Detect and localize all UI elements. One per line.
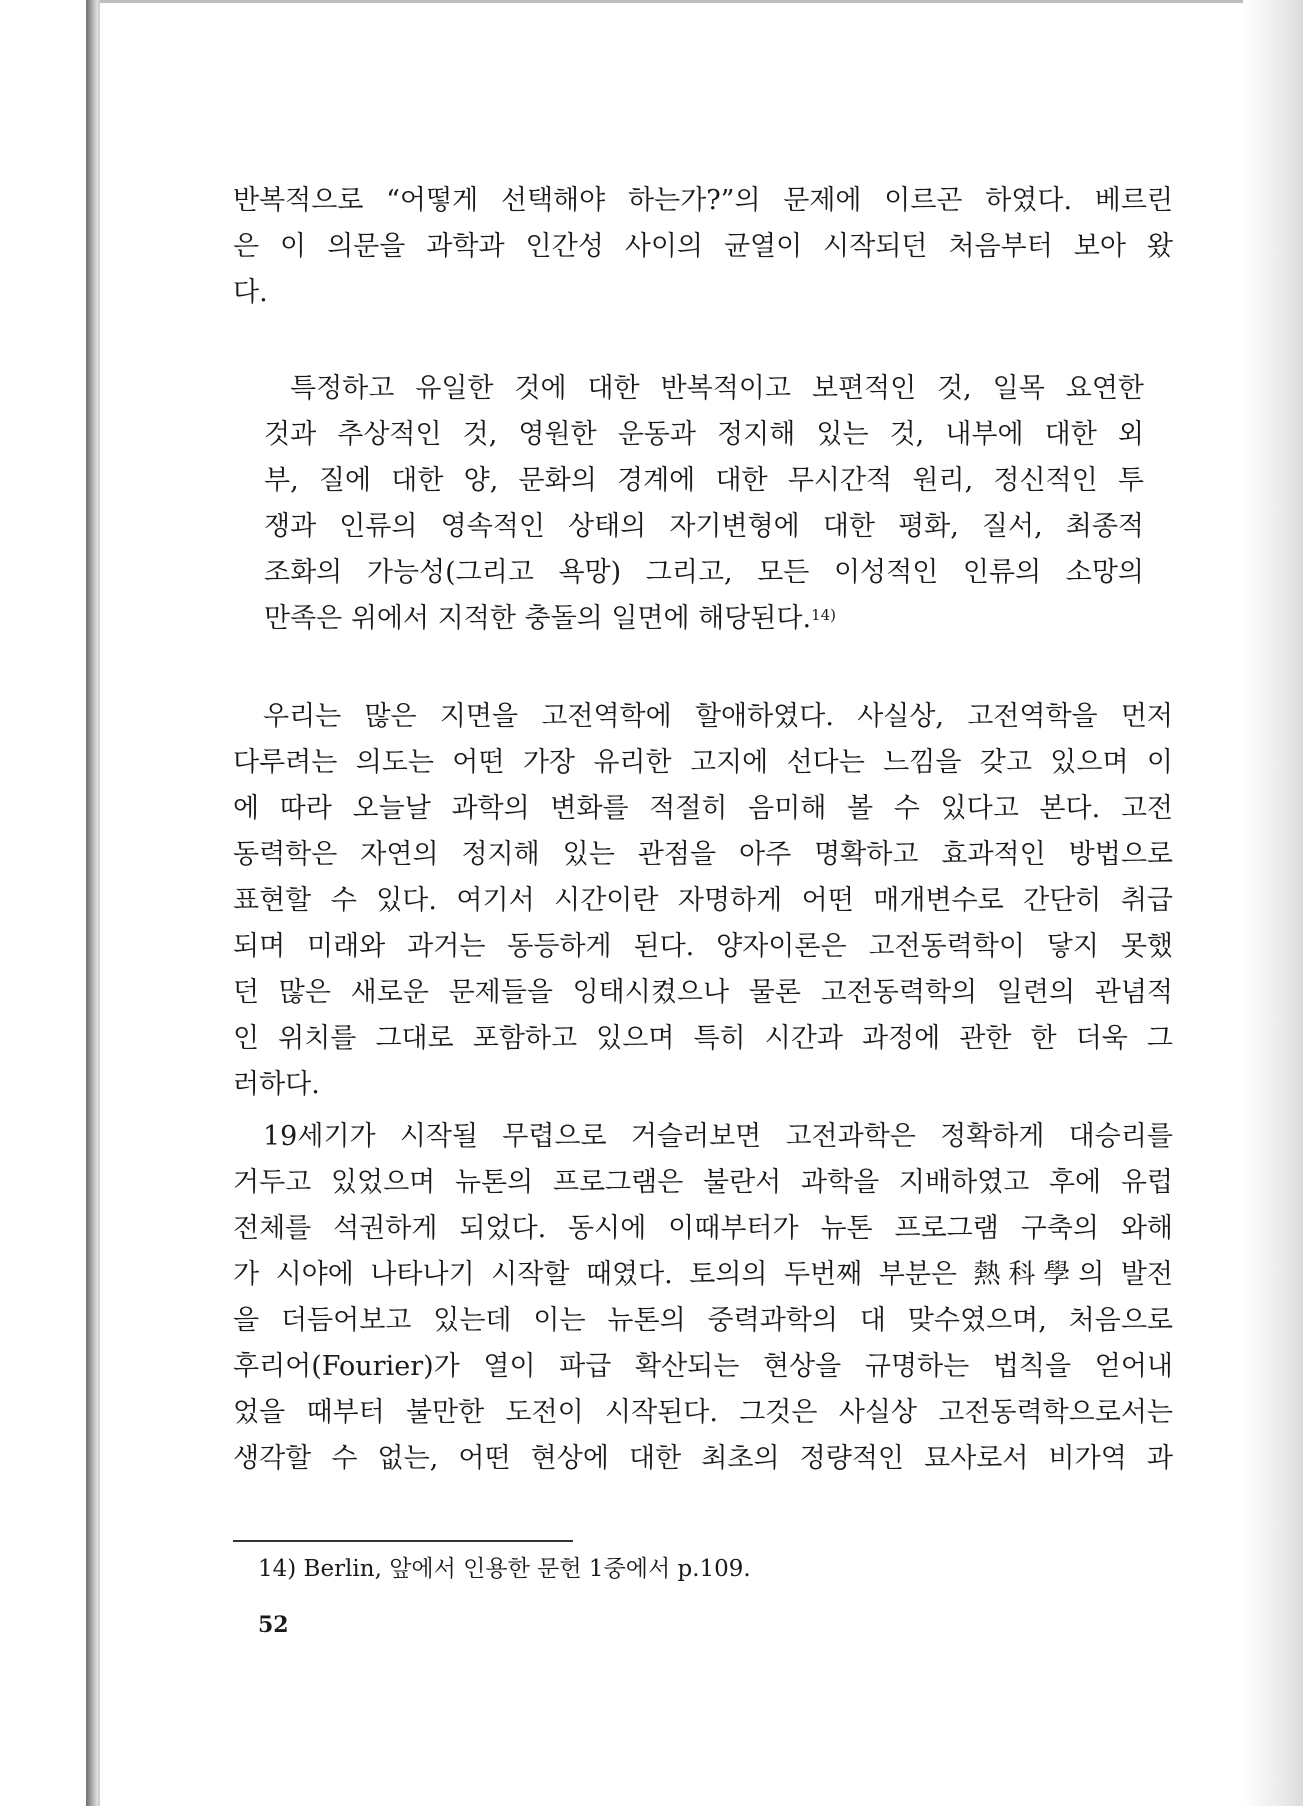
text-line: 에 따라 오늘날 과학의 변화를 적절히 음미해 볼 수 있다고 본다. 고전 bbox=[233, 793, 1173, 824]
text-line: 던 많은 새로운 문제들을 잉태시켰으나 물론 고전동력학의 일련의 관념적 bbox=[233, 977, 1173, 1008]
footnote-reference: 14) bbox=[811, 606, 837, 624]
paragraph-3 bbox=[233, 1114, 1173, 1482]
footnote-divider bbox=[233, 1540, 573, 1542]
page-top-edge bbox=[86, 0, 1256, 3]
quote-line-last bbox=[264, 596, 1144, 642]
paragraph-1 bbox=[233, 178, 1173, 316]
quote-text: 만족은 위에서 지적한 충돌의 일면에 해당된다. bbox=[264, 603, 812, 634]
text-line: 반복적으로 “어떻게 선택해야 하는가?”의 문제에 이르곤 하였다. 베르린 bbox=[233, 185, 1173, 216]
text-line: 19세기가 시작될 무렵으로 거슬러보면 고전과학은 정확하게 대승리를 bbox=[263, 1121, 1173, 1152]
text-line: 다. bbox=[233, 277, 268, 308]
text-line: 되며 미래와 과거는 동등하게 된다. 양자이론은 고전동력학이 닿지 못했 bbox=[233, 931, 1173, 962]
page-binding-shadow bbox=[86, 0, 98, 1806]
text-line: 러하다. bbox=[233, 1069, 320, 1100]
text-line: 가 시야에 나타나기 시작할 때였다. 토의의 두번째 부분은 熱科學의 발전 bbox=[233, 1259, 1173, 1290]
text-line: 은 이 의문을 과학과 인간성 사이의 균열이 시작되던 처음부터 보아 왔 bbox=[233, 231, 1173, 262]
text-line: 후리어(Fourier)가 열이 파급 확산되는 현상을 규명하는 법칙을 얻어내 bbox=[233, 1351, 1173, 1382]
paragraph-2 bbox=[233, 694, 1173, 1108]
text-line: 표현할 수 있다. 여기서 시간이란 자명하게 어떤 매개변수로 간단히 취급 bbox=[233, 885, 1173, 916]
text-line: 을 더듬어보고 있는데 이는 뉴톤의 중력과학의 대 맞수였으며, 처음으로 bbox=[233, 1305, 1173, 1336]
quote-line: 것과 추상적인 것, 영원한 운동과 정지해 있는 것, 내부에 대한 외 bbox=[264, 419, 1144, 450]
footnote: 14) Berlin, 앞에서 인용한 문헌 1중에서 p.109. bbox=[258, 1556, 751, 1582]
block-quote bbox=[264, 366, 1144, 642]
text-line: 다루려는 의도는 어떤 가장 유리한 고지에 선다는 느낌을 갖고 있으며 이 bbox=[233, 747, 1173, 778]
page-left-edge bbox=[98, 0, 100, 1806]
text-line: 거두고 있었으며 뉴톤의 프로그램은 불란서 과학을 지배하였고 후에 유럽 bbox=[233, 1167, 1173, 1198]
quote-line: 쟁과 인류의 영속적인 상태의 자기변형에 대한 평화, 질서, 최종적 bbox=[264, 511, 1144, 542]
quote-line: 부, 질에 대한 양, 문화의 경계에 대한 무시간적 원리, 정신적인 투 bbox=[264, 465, 1144, 496]
quote-line: 조화의 가능성(그리고 욕망) 그리고, 모든 이성적인 인류의 소망의 bbox=[264, 557, 1144, 588]
page-number: 52 bbox=[258, 1612, 289, 1638]
quote-line: 특정하고 유일한 것에 대한 반복적이고 보편적인 것, 일목 요연한 bbox=[290, 373, 1144, 404]
page-right-shadow bbox=[1243, 0, 1303, 1806]
text-line: 우리는 많은 지면을 고전역학에 할애하였다. 사실상, 고전역학을 먼저 bbox=[263, 701, 1173, 732]
text-line: 생각할 수 없는, 어떤 현상에 대한 최초의 정량적인 묘사로서 비가역 과 bbox=[233, 1443, 1173, 1474]
text-line: 동력학은 자연의 정지해 있는 관점을 아주 명확하고 효과적인 방법으로 bbox=[233, 839, 1173, 870]
text-line: 었을 때부터 불만한 도전이 시작된다. 그것은 사실상 고전동력학으로서는 bbox=[233, 1397, 1173, 1428]
text-line: 인 위치를 그대로 포함하고 있으며 특히 시간과 과정에 관한 한 더욱 그 bbox=[233, 1023, 1173, 1054]
text-line: 전체를 석권하게 되었다. 동시에 이때부터가 뉴톤 프로그램 구축의 와해 bbox=[233, 1213, 1173, 1244]
